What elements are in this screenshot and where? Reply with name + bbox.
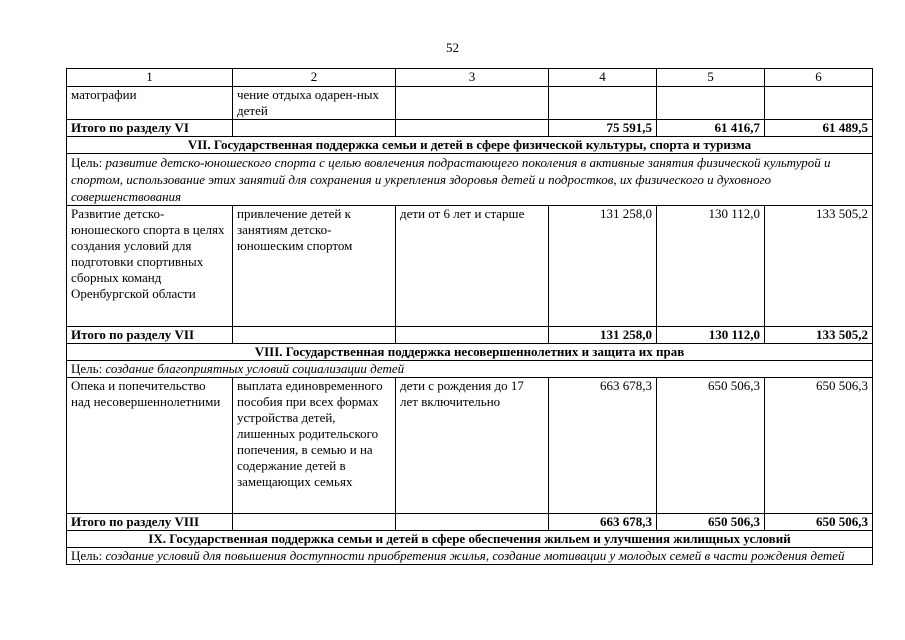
budget-table	[66, 68, 873, 565]
total-row-vii	[67, 327, 873, 344]
cell-target: дети с рождения до 17 лет включительно	[396, 378, 549, 514]
cell-program: матографии	[67, 87, 233, 120]
cell-value: 133 505,2	[765, 206, 873, 327]
cell-activity: выплата единовременного пособия при всех формах устройства детей, лишенных родительского попечения, в семью и на содержание детей в замещающих семьях	[233, 378, 396, 514]
goal-row-vii	[67, 154, 873, 206]
section-heading-vii	[67, 137, 873, 154]
total-value: 75 591,5	[549, 120, 657, 137]
cell-program: Опека и попечительство над несовершеннолетними	[67, 378, 233, 514]
total-value: 133 505,2	[765, 327, 873, 344]
goal-row-viii	[67, 361, 873, 378]
cell-program: Развитие детско-юношеского спорта в целях создания условий для подготовки спортивных сборных команд Оренбургской области	[67, 206, 233, 327]
empty-cell	[396, 514, 549, 531]
goal-row-ix	[67, 548, 873, 565]
cell-value	[549, 87, 657, 120]
header-cell: 4	[549, 69, 657, 87]
empty-cell	[233, 120, 396, 137]
header-cell: 6	[765, 69, 873, 87]
total-value: 131 258,0	[549, 327, 657, 344]
goal-prefix: Цель:	[71, 155, 106, 170]
total-row-viii	[67, 514, 873, 531]
table-row	[67, 87, 873, 120]
total-row-vi	[67, 120, 873, 137]
cell-activity: привлечение детей к занятиям детско-юношеским спортом	[233, 206, 396, 327]
section-title: IX. Государственная поддержка семьи и детей в сфере обеспечения жильем и улучшения жилищных условий	[67, 531, 873, 548]
goal-text: создание условий для повышения доступности приобретения жилья, создание мотивации у молодых семей в части рождения детей	[105, 548, 845, 563]
goal-text: развитие детско-юношеского спорта с целью вовлечения подрастающего поколения в активные занятия физической культурой и спортом, использование этих занятий для сохранения и укрепления здоровья детей и подростков, их физического и духовного совершенствования	[71, 155, 831, 204]
table-row	[67, 378, 873, 514]
goal-prefix: Цель:	[71, 361, 106, 376]
cell-value: 663 678,3	[549, 378, 657, 514]
cell-activity: чение отдыха одарен-ных детей	[233, 87, 396, 120]
cell-value: 650 506,3	[765, 378, 873, 514]
table-header-row	[67, 69, 873, 87]
section-title: VIII. Государственная поддержка несовершеннолетних и защита их прав	[67, 344, 873, 361]
section-title: VII. Государственная поддержка семьи и детей в сфере физической культуры, спорта и туризма	[67, 137, 873, 154]
total-value: 663 678,3	[549, 514, 657, 531]
cell-value: 131 258,0	[549, 206, 657, 327]
total-value: 130 112,0	[657, 327, 765, 344]
table-row	[67, 206, 873, 327]
empty-cell	[396, 120, 549, 137]
total-value: 61 489,5	[765, 120, 873, 137]
header-cell: 2	[233, 69, 396, 87]
total-label: Итого по разделу VI	[67, 120, 233, 137]
goal-cell	[67, 361, 873, 378]
section-heading-ix	[67, 531, 873, 548]
cell-value: 650 506,3	[657, 378, 765, 514]
total-label: Итого по разделу VII	[67, 327, 233, 344]
cell-target: дети от 6 лет и старше	[396, 206, 549, 327]
goal-cell	[67, 548, 873, 565]
page-number: 52	[446, 40, 459, 55]
goal-text: создание благоприятных условий социализации детей	[105, 361, 405, 376]
header-cell: 3	[396, 69, 549, 87]
cell-target	[396, 87, 549, 120]
goal-prefix: Цель:	[71, 548, 106, 563]
total-value: 61 416,7	[657, 120, 765, 137]
header-cell: 5	[657, 69, 765, 87]
total-value: 650 506,3	[657, 514, 765, 531]
section-heading-viii	[67, 344, 873, 361]
goal-cell	[67, 154, 873, 206]
empty-cell	[233, 327, 396, 344]
cell-value	[657, 87, 765, 120]
cell-value: 130 112,0	[657, 206, 765, 327]
cell-value	[765, 87, 873, 120]
total-label: Итого по разделу VIII	[67, 514, 233, 531]
header-cell: 1	[67, 69, 233, 87]
empty-cell	[233, 514, 396, 531]
empty-cell	[396, 327, 549, 344]
total-value: 650 506,3	[765, 514, 873, 531]
